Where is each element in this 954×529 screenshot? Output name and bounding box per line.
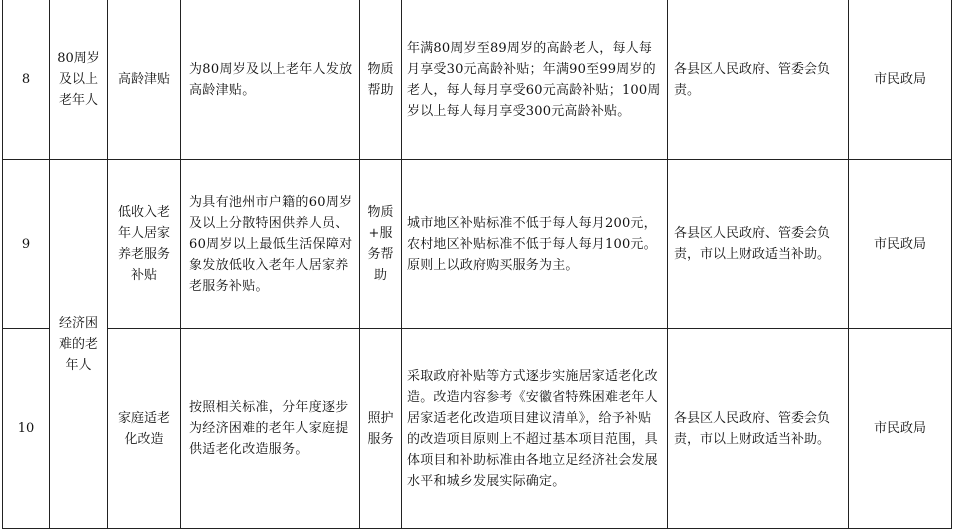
service-standard: 城市地区补贴标准不低于每人每月200元，农村地区补贴标准不低于每人每月100元。原则上以政府购买服务为主。: [402, 160, 668, 329]
elderly-services-table: [2, 0, 952, 529]
service-type: 物质+服务帮助: [360, 160, 402, 329]
row-number: 8: [3, 0, 50, 160]
row-number: 9: [3, 160, 50, 329]
responsible-party: 各县区人民政府、管委会负责。: [668, 0, 849, 160]
table-row: [3, 160, 952, 329]
table-row: [3, 0, 952, 160]
lead-department: 市民政局: [849, 329, 952, 529]
service-standard: 年满80周岁至89周岁的高龄老人，每人每月享受30元高龄补贴；年满90至99周岁的老人，每人每月享受60元高龄补贴；100周岁以上每人每月享受300元高龄补贴。: [402, 0, 668, 160]
table-row: [3, 329, 952, 529]
service-standard: 采取政府补贴等方式逐步实施居家适老化改造。改造内容参考《安徽省特殊困难老年人居家适老化改造项目建议清单》，给予补贴的改造项目原则上不超过基本项目范围，具体项目和补助标准由各地立足经济社会发展水平和城乡发展实际确定。: [402, 329, 668, 529]
row-number: 10: [3, 329, 50, 529]
responsible-party: 各县区人民政府、管委会负责，市以上财政适当补助。: [668, 329, 849, 529]
lead-department: 市民政局: [849, 160, 952, 329]
service-object: 经济困难的老年人: [50, 160, 108, 529]
service-content: 为具有池州市户籍的60周岁及以上分散特困供养人员、60周岁以上最低生活保障对象发放低收入老年人居家养老服务补贴。: [181, 160, 360, 329]
service-content: 按照相关标准，分年度逐步为经济困难的老年人家庭提供适老化改造服务。: [181, 329, 360, 529]
service-item: 高龄津贴: [108, 0, 181, 160]
service-object: 80周岁及以上老年人: [50, 0, 108, 160]
lead-department: 市民政局: [849, 0, 952, 160]
service-type: 物质帮助: [360, 0, 402, 160]
service-content: 为80周岁及以上老年人发放高龄津贴。: [181, 0, 360, 160]
responsible-party: 各县区人民政府、管委会负责，市以上财政适当补助。: [668, 160, 849, 329]
service-item: 低收入老年人居家养老服务补贴: [108, 160, 181, 329]
service-type: 照护服务: [360, 329, 402, 529]
service-item: 家庭适老化改造: [108, 329, 181, 529]
